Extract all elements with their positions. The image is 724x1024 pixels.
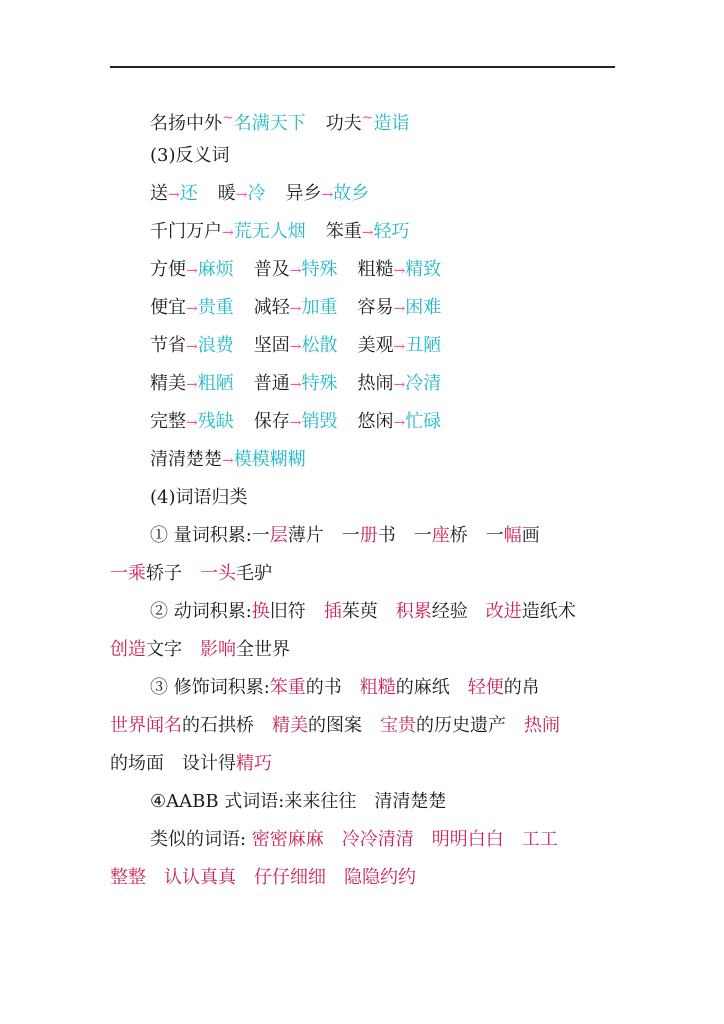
word: 精美 [150, 373, 186, 394]
section-heading [150, 486, 248, 510]
label: ② 动词积累: [150, 601, 252, 622]
answer: 改进 [485, 601, 522, 622]
answer: 密密麻麻 [251, 829, 324, 850]
answer: 积累 [395, 601, 432, 622]
arrow-icon: → [168, 187, 180, 203]
word: 桥 [449, 525, 468, 546]
word: 悠闲 [357, 411, 394, 432]
answer: 名满天下 [233, 113, 306, 134]
word: 减轻 [253, 297, 290, 318]
word: 的麻纸 [395, 677, 450, 698]
heading-text: (3)反义词 [150, 145, 230, 166]
word: 保存 [253, 411, 290, 432]
word: 清清楚楚 [150, 449, 222, 470]
arrow-icon: → [186, 301, 198, 317]
tilde-mark: ~ [361, 110, 374, 126]
answer: 影响 [200, 639, 236, 660]
word: 暖 [217, 183, 236, 204]
answer: 还 [179, 183, 198, 204]
answer: 困难 [405, 297, 442, 318]
answer: 工工 [521, 829, 558, 850]
answer: 仔仔细细 [254, 867, 326, 888]
label: ③ 修饰词积累: [150, 677, 270, 698]
word: 毛驴 [236, 563, 272, 584]
answer: 粗糙 [359, 677, 396, 698]
answer: 创造 [110, 639, 146, 660]
arrow-icon: → [186, 339, 198, 355]
verb-line [150, 600, 576, 624]
answer: 笨重 [269, 677, 306, 698]
word: 的帛 [503, 677, 540, 698]
answer: 精美 [272, 715, 308, 736]
answer: 特殊 [301, 259, 338, 280]
answer: 座 [431, 525, 450, 546]
answer: 造诣 [373, 113, 410, 134]
heading-text: (4)词语归类 [150, 487, 248, 508]
answer: 浪费 [197, 335, 234, 356]
arrow-icon: → [289, 377, 302, 393]
word: 热闹 [357, 373, 394, 394]
word: 容易 [357, 297, 394, 318]
answer: 幅 [503, 525, 522, 546]
answer: 换 [251, 601, 270, 622]
answer: 松散 [301, 335, 338, 356]
word: 造纸术 [521, 601, 576, 622]
word: 节省 [150, 335, 186, 356]
arrow-icon: → [289, 263, 302, 279]
arrow-icon: → [186, 263, 198, 279]
word: 功夫 [325, 113, 362, 134]
word: 全世界 [236, 639, 290, 660]
word: 笨重 [325, 221, 362, 242]
word: 便宜 [150, 297, 186, 318]
answer: 忙碌 [405, 411, 442, 432]
arrow-icon: → [393, 415, 406, 431]
header-rule [110, 66, 615, 68]
answer: 粗陋 [197, 373, 234, 394]
word: 轿子 [146, 563, 182, 584]
label: ① 量词积累:一 [150, 525, 270, 546]
word: 名扬中外 [150, 113, 222, 134]
word: 的石拱桥 [182, 715, 254, 736]
answer: 乘 [128, 563, 146, 584]
answer: 冷清 [405, 373, 442, 394]
arrow-icon: → [393, 301, 406, 317]
answer: 层 [269, 525, 288, 546]
word: 普及 [253, 259, 290, 280]
antonym-line [150, 334, 441, 359]
word: 的图案 [308, 715, 362, 736]
modifier-line [110, 752, 272, 776]
answer: 麻烦 [197, 259, 234, 280]
classifier-line [150, 524, 540, 548]
word: 薄片 [287, 525, 324, 546]
word: 方便 [150, 259, 186, 280]
section-heading [150, 144, 230, 168]
answer: 册 [359, 525, 378, 546]
word: 普通 [253, 373, 290, 394]
answer: 残缺 [197, 411, 234, 432]
arrow-icon: → [289, 415, 302, 431]
answer: 隐隐约约 [344, 867, 416, 888]
label: 类似的词语: [150, 829, 252, 850]
arrow-icon: → [361, 225, 374, 241]
word: 美观 [357, 335, 394, 356]
antonym-line [150, 296, 441, 321]
arrow-icon: → [222, 225, 234, 241]
answer: 轻便 [467, 677, 504, 698]
word: 异乡 [285, 183, 322, 204]
answer: 故乡 [333, 183, 370, 204]
word: 完整 [150, 411, 186, 432]
answer: 精巧 [236, 753, 272, 774]
arrow-icon: → [393, 377, 406, 393]
answer: 头 [218, 563, 236, 584]
word: 的历史遗产 [416, 715, 506, 736]
word: 经验 [431, 601, 468, 622]
answer: 一 [110, 563, 128, 584]
answer: 精致 [405, 259, 442, 280]
word: 一 [413, 525, 432, 546]
answer: 贵重 [197, 297, 234, 318]
word: 的书 [305, 677, 342, 698]
word: 文字 [146, 639, 182, 660]
answer: 加重 [301, 297, 338, 318]
answer: 认认真真 [164, 867, 236, 888]
modifier-line [150, 676, 540, 700]
antonym-line [150, 372, 441, 397]
arrow-icon: → [186, 377, 198, 393]
answer: 世界闻名 [110, 715, 182, 736]
answer: 销毁 [301, 411, 338, 432]
arrow-icon: → [235, 187, 248, 203]
answer: 特殊 [301, 373, 338, 394]
arrow-icon: → [186, 415, 198, 431]
word: 粗糙 [357, 259, 394, 280]
label: ④AABB 式词语:来来往往 [150, 791, 357, 812]
word: 千门万户 [150, 221, 222, 242]
answer: 模模糊糊 [233, 449, 306, 470]
word: 旧符 [269, 601, 306, 622]
answer: 整整 [110, 867, 146, 888]
answer: 一 [200, 563, 218, 584]
answer: 轻巧 [373, 221, 410, 242]
word: 清清楚楚 [374, 791, 447, 812]
word: 茱萸 [341, 601, 378, 622]
arrow-icon: → [289, 339, 302, 355]
answer: 冷冷清清 [341, 829, 414, 850]
word: 书 [377, 525, 396, 546]
antonym-line [150, 410, 441, 435]
arrow-icon: → [321, 187, 334, 203]
word: 设计得 [182, 753, 236, 774]
antonym-line [150, 258, 441, 283]
answer: 宝贵 [380, 715, 416, 736]
word: 坚固 [253, 335, 290, 356]
answer: 冷 [247, 183, 266, 204]
antonym-line [150, 182, 369, 207]
modifier-line [110, 714, 560, 738]
aabb-line [150, 790, 446, 814]
verb-line [110, 638, 290, 662]
answer: 丑陋 [405, 335, 442, 356]
arrow-icon: → [289, 301, 302, 317]
word: 画 [521, 525, 540, 546]
antonym-line [150, 448, 306, 473]
answer: 荒无人烟 [233, 221, 306, 242]
answer: 热闹 [524, 715, 560, 736]
tilde-mark: ~ [222, 110, 234, 126]
arrow-icon: → [393, 339, 406, 355]
answer: 明明白白 [431, 829, 504, 850]
word: 一 [341, 525, 360, 546]
aabb-line [150, 828, 558, 852]
word: 一 [485, 525, 504, 546]
aabb-line [110, 866, 416, 890]
word: 的场面 [110, 753, 164, 774]
antonym-line [150, 220, 409, 245]
arrow-icon: → [393, 263, 406, 279]
answer: 插 [323, 601, 342, 622]
arrow-icon: → [222, 453, 234, 469]
word: 送 [150, 183, 168, 204]
synonym-line-1 [150, 106, 409, 136]
classifier-line [110, 562, 272, 586]
